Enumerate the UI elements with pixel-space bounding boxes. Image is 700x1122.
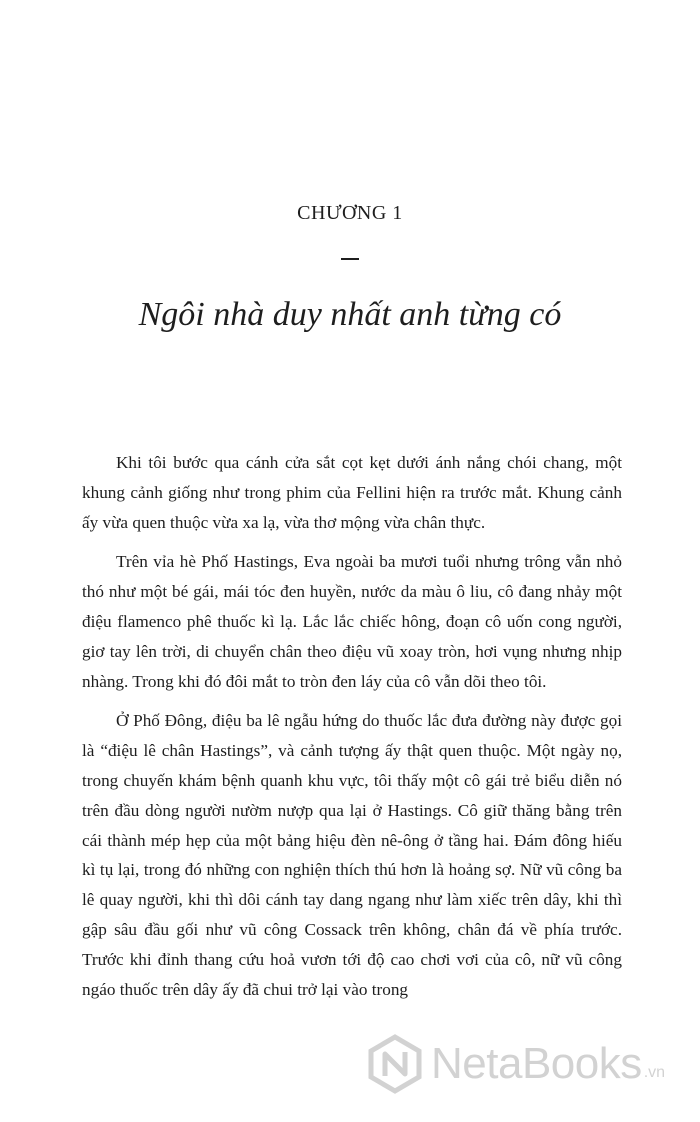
paragraph-3: Ở Phố Đông, điệu ba lê ngẫu hứng do thuốc lắc đưa đường này được gọi là “điệu lê chân Hastings”, và cảnh tượng ấy thật quen thuộc. Một ngày nọ, trong chuyến khám bệnh quanh khu vực, tôi thấy một cô gái trẻ biểu diễn nó trên đầu dòng người nườm nượp qua lại ở Hastings. Cô giữ thăng bằng trên cái thành mép hẹp của một bảng hiệu đèn nê-ông ở tầng hai. Đám đông hiếu kì tụ lại, trong đó những con nghiện thích thú hơn là hoảng sợ. Nữ vũ công ba lê quay người, khi thì dôi cánh tay dang ngang như làm xiếc trên dây, khi thì gập sâu đầu gối như vũ công Cossack trên không, chân đá về phía trước. Trước khi đỉnh thang cứu hoả vươn tới độ cao chơi vơi của cô, nữ vũ công ngáo thuốc trên dây ấy đã chui trở lại vào trong <box>82 711 622 999</box>
chapter-title: Ngôi nhà duy nhất anh từng có <box>138 296 562 333</box>
watermark-brand: NetaBooks <box>431 1039 642 1088</box>
paragraph-1: Khi tôi bước qua cánh cửa sắt cọt kẹt dưới ánh nắng chói chang, một khung cảnh giống như trong phim của Fellini hiện ra trước mắt. Khung cảnh ấy vừa quen thuộc vừa xa lạ, vừa thơ mộng vừa chân thực. <box>82 453 622 532</box>
netabooks-logo-icon <box>365 1034 425 1094</box>
chapter-divider <box>341 258 359 260</box>
watermark <box>365 1026 665 1102</box>
watermark-suffix: .vn <box>643 1064 666 1081</box>
chapter-body <box>82 448 622 1014</box>
chapter-label: CHƯƠNG 1 <box>297 202 403 224</box>
paragraph-2: Trên vỉa hè Phố Hastings, Eva ngoài ba mươi tuổi nhưng trông vẫn nhỏ thó như một bé gái, mái tóc đen huyền, nước da màu ô liu, cô đang nhảy một điệu flamenco phê thuốc kì lạ. Lắc lắc chiếc hông, đoạn cô uốn cong người, giơ tay lên trời, di chuyển chân theo điệu vũ xoay tròn, hơi vụng nhưng nhịp nhàng. Trong khi đó đôi mắt to tròn đen láy của cô vẫn dõi theo tôi. <box>82 552 622 691</box>
